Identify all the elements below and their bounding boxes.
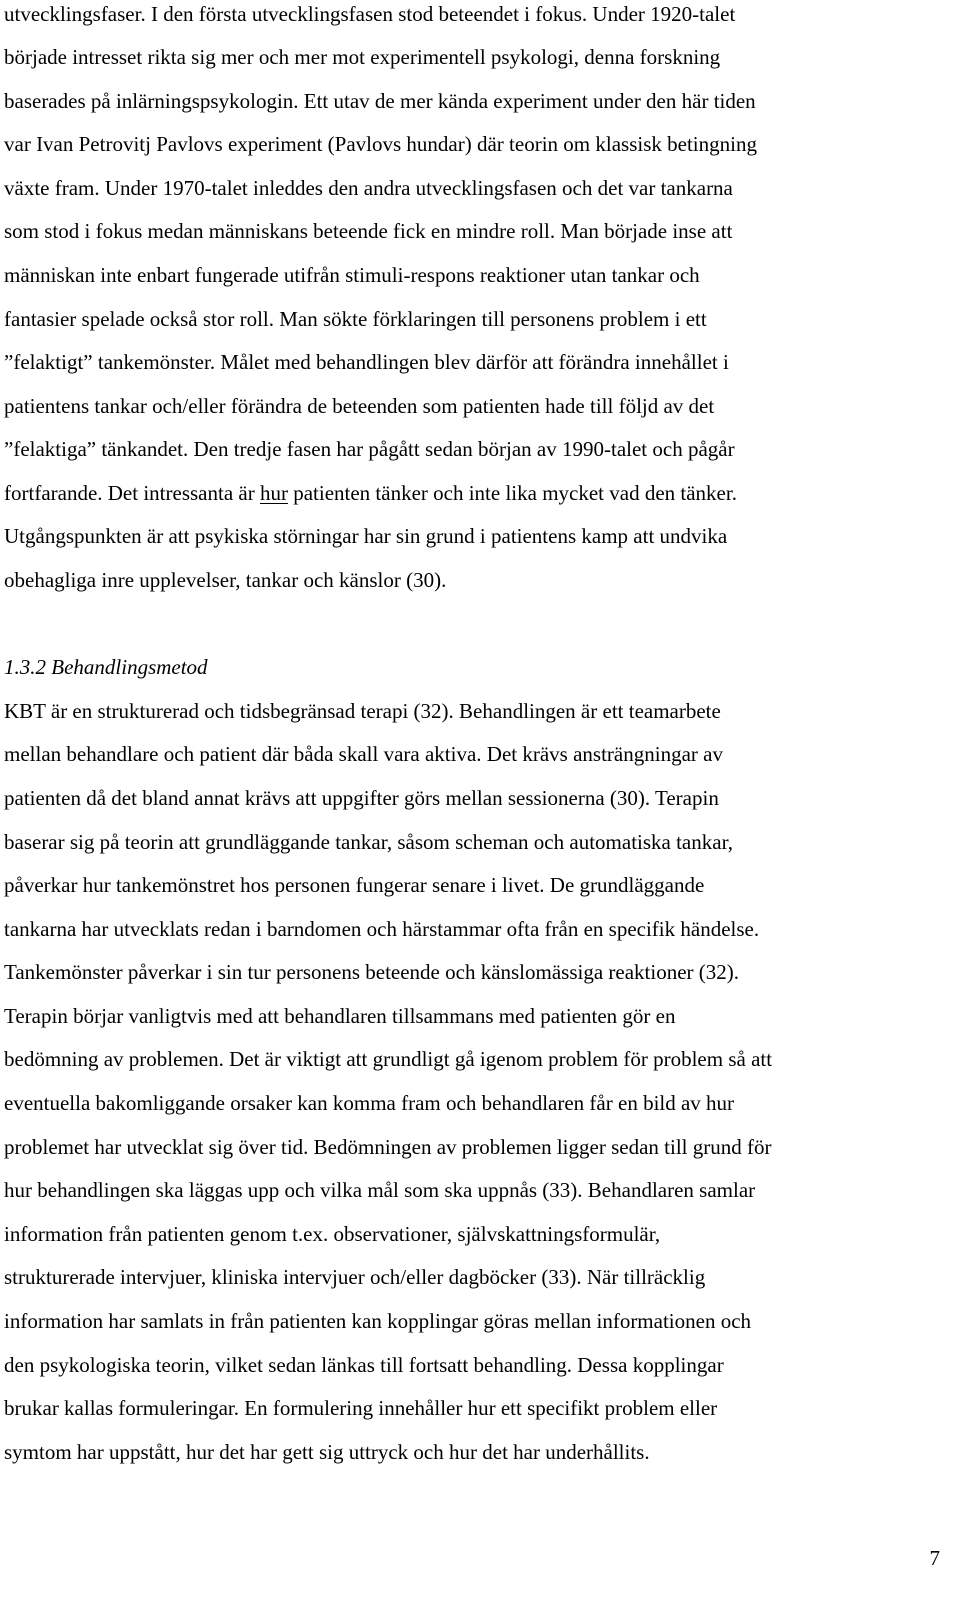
paragraph1-line-8: fantasier spelade också stor roll. Man sökte förklaringen till personens problem i ett	[4, 307, 707, 331]
paragraph2-line-6: tankarna har utvecklats redan i barndomen och härstammar ofta från en specifik händelse.	[4, 917, 760, 941]
paragraph2-line-3: patienten då det bland annat krävs att uppgifter görs mellan sessionerna (30). Terapin	[4, 786, 719, 810]
paragraph1-line-14: obehagliga inre upplevelser, tankar och känslor (30).	[4, 568, 447, 592]
paragraph1-line-7: människan inte enbart fungerade utifrån stimuli-respons reaktioner utan tankar och	[4, 263, 700, 287]
section-heading: 1.3.2 Behandlingsmetod	[4, 655, 208, 679]
paragraph1-line-12-start: fortfarande. Det intressanta är	[4, 481, 260, 505]
underlined-word: hur	[259, 481, 288, 505]
paragraph2-line-11: problemet har utvecklat sig över tid. Bedömningen av problemen ligger sedan till grund för	[4, 1135, 772, 1159]
paragraph1-line-4: var Ivan Petrovitj Pavlovs experiment (Pavlovs hundar) där teorin om klassisk betingning	[4, 132, 757, 156]
paragraph2-line-15: information har samlats in från patienten kan kopplingar göras mellan informationen och	[4, 1309, 752, 1333]
paragraph1-line-3: baserades på inlärningspsykologin. Ett utav de mer kända experiment under den här tiden	[4, 89, 756, 113]
paragraph2-line-16: den psykologiska teorin, vilket sedan länkas till fortsatt behandling. Dessa kopplingar	[4, 1353, 724, 1377]
paragraph2-line-10: eventuella bakomliggande orsaker kan komma fram och behandlaren får en bild av hur	[4, 1091, 735, 1115]
paragraph2-line-17: brukar kallas formuleringar. En formulering innehåller hur ett specifikt problem eller	[4, 1396, 718, 1420]
paragraph1-line-12-end: patienten tänker och inte lika mycket vad den tänker.	[287, 481, 737, 505]
paragraph2-line-18: symtom har uppstått, hur det har gett sig uttryck och hur det har underhållits.	[4, 1440, 650, 1464]
paragraph1-line-1: utvecklingsfaser. I den första utvecklingsfasen stod beteendet i fokus. Under 1920-talet	[4, 2, 736, 26]
paragraph1-line-11: ”felaktiga” tänkandet. Den tredje fasen har pågått sedan början av 1990-talet och pågår	[4, 437, 735, 461]
paragraph1-line-6: som stod i fokus medan människans beteende fick en mindre roll. Man började inse att	[4, 219, 733, 243]
paragraph1-line-5: växte fram. Under 1970-talet inleddes den andra utvecklingsfasen och det var tankarna	[4, 176, 733, 200]
paragraph1-line-12	[4, 479, 737, 507]
paragraph2-line-4: baserar sig på teorin att grundläggande tankar, såsom scheman och automatiska tankar,	[4, 830, 733, 854]
paragraph2-line-9: bedömning av problemen. Det är viktigt att grundligt gå igenom problem för problem så att	[4, 1047, 773, 1071]
paragraph2-line-5: påverkar hur tankemönstret hos personen fungerar senare i livet. De grundläggande	[4, 873, 705, 897]
paragraph1-line-10: patientens tankar och/eller förändra de beteenden som patienten hade till följd av det	[4, 394, 715, 418]
paragraph2-line-1: KBT är en strukturerad och tidsbegränsad terapi (32). Behandlingen är ett teamarbete	[4, 699, 721, 723]
paragraph2-line-7: Tankemönster påverkar i sin tur personens beteende och känslomässiga reaktioner (32).	[4, 960, 740, 984]
paragraph2-line-13: information från patienten genom t.ex. observationer, självskattningsformulär,	[4, 1222, 661, 1246]
paragraph2-line-2: mellan behandlare och patient där båda skall vara aktiva. Det krävs ansträngningar av	[4, 742, 723, 766]
paragraph1-line-9: ”felaktigt” tankemönster. Målet med behandlingen blev därför att förändra innehållet i	[4, 350, 729, 374]
paragraph2-line-8: Terapin börjar vanligtvis med att behandlaren tillsammans med patienten gör en	[4, 1004, 676, 1028]
page-number: 7	[929, 1546, 940, 1570]
paragraph2-line-14: strukturerade intervjuer, kliniska intervjuer och/eller dagböcker (33). När tillräcklig	[4, 1265, 706, 1289]
paragraph2-line-12: hur behandlingen ska läggas upp och vilka mål som ska uppnås (33). Behandlaren samlar	[4, 1178, 756, 1202]
paragraph1-line-13: Utgångspunkten är att psykiska störningar har sin grund i patientens kamp att undvika	[4, 524, 728, 548]
paragraph1-line-2: började intresset rikta sig mer och mer mot experimentell psykologi, denna forskning	[4, 45, 721, 69]
